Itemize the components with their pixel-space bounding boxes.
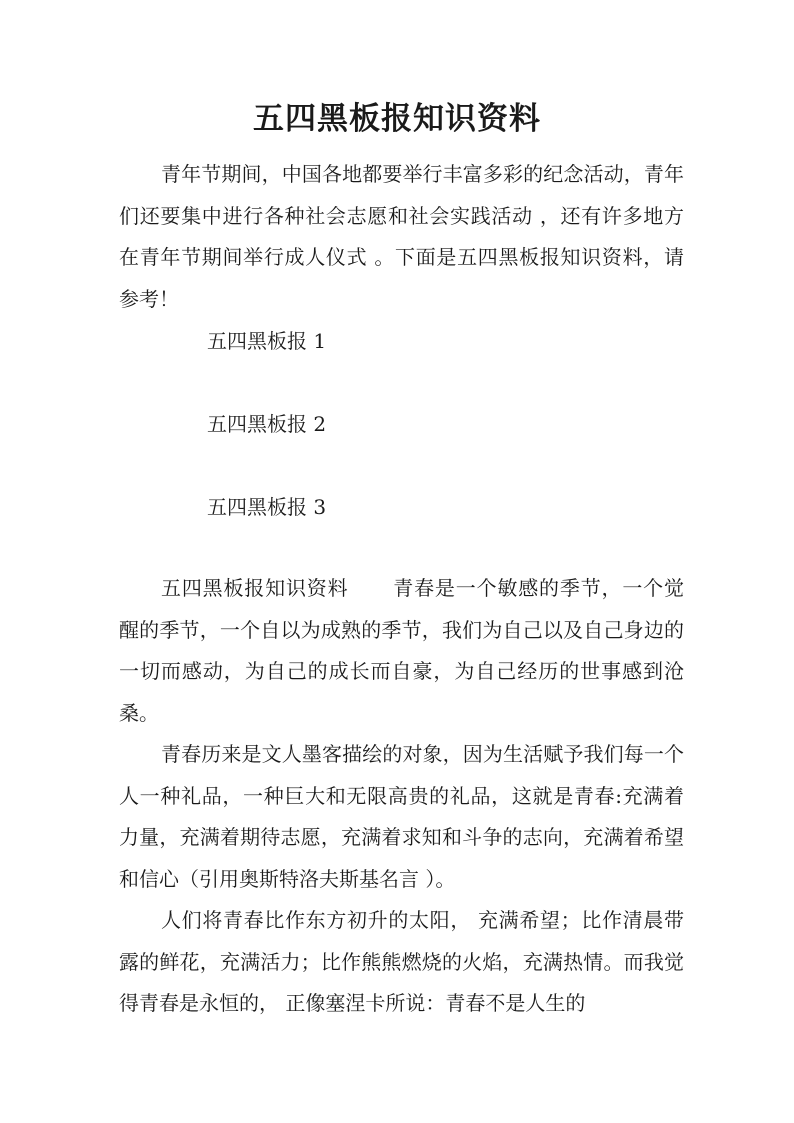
subheading-2: 五四黑板报 2 [207, 412, 327, 436]
section-text: 青春是一个敏感的季节，一个觉醒的季节，一个自以为成熟的季节，我们为自己以及自己身边的一切而感动，为自己的成长而自豪，为自己经历的世事感到沧桑。 [119, 576, 685, 725]
paragraph-3: 人们将青春比作东方初升的太阳， 充满希望；比作清晨带露的鲜花，充满活力；比作熊熊燃烧的火焰，充满热情。而我觉得青春是永恒的， 正像塞涅卡所说：青春不是人生的 [119, 908, 684, 1015]
paragraph-2: 青春历来是文人墨客描绘的对象，因为生活赋予我们每一个人一种礼品，一种巨大和无限高贵的礼品，这就是青春:充满着力量，充满着期待志愿，充满着求知和斗争的志向，充满着希望和信心（引用奥斯特洛夫斯基名言 ）。 [119, 742, 684, 891]
section-label: 五四黑板报知识资料 [161, 576, 349, 600]
subheading-3: 五四黑板报 3 [207, 495, 327, 519]
document-title: 五四黑板报知识资料 [253, 101, 541, 137]
subheading-1: 五四黑板报 1 [207, 329, 327, 353]
intro-paragraph: 青年节期间，中国各地都要举行丰富多彩的纪念活动，青年们还要集中进行各种社会志愿和社会实践活动 ，还有许多地方在青年节期间举行成人仪式 。下面是五四黑板报知识资料，请参考！ [119, 162, 684, 311]
section-paragraph [119, 568, 684, 734]
